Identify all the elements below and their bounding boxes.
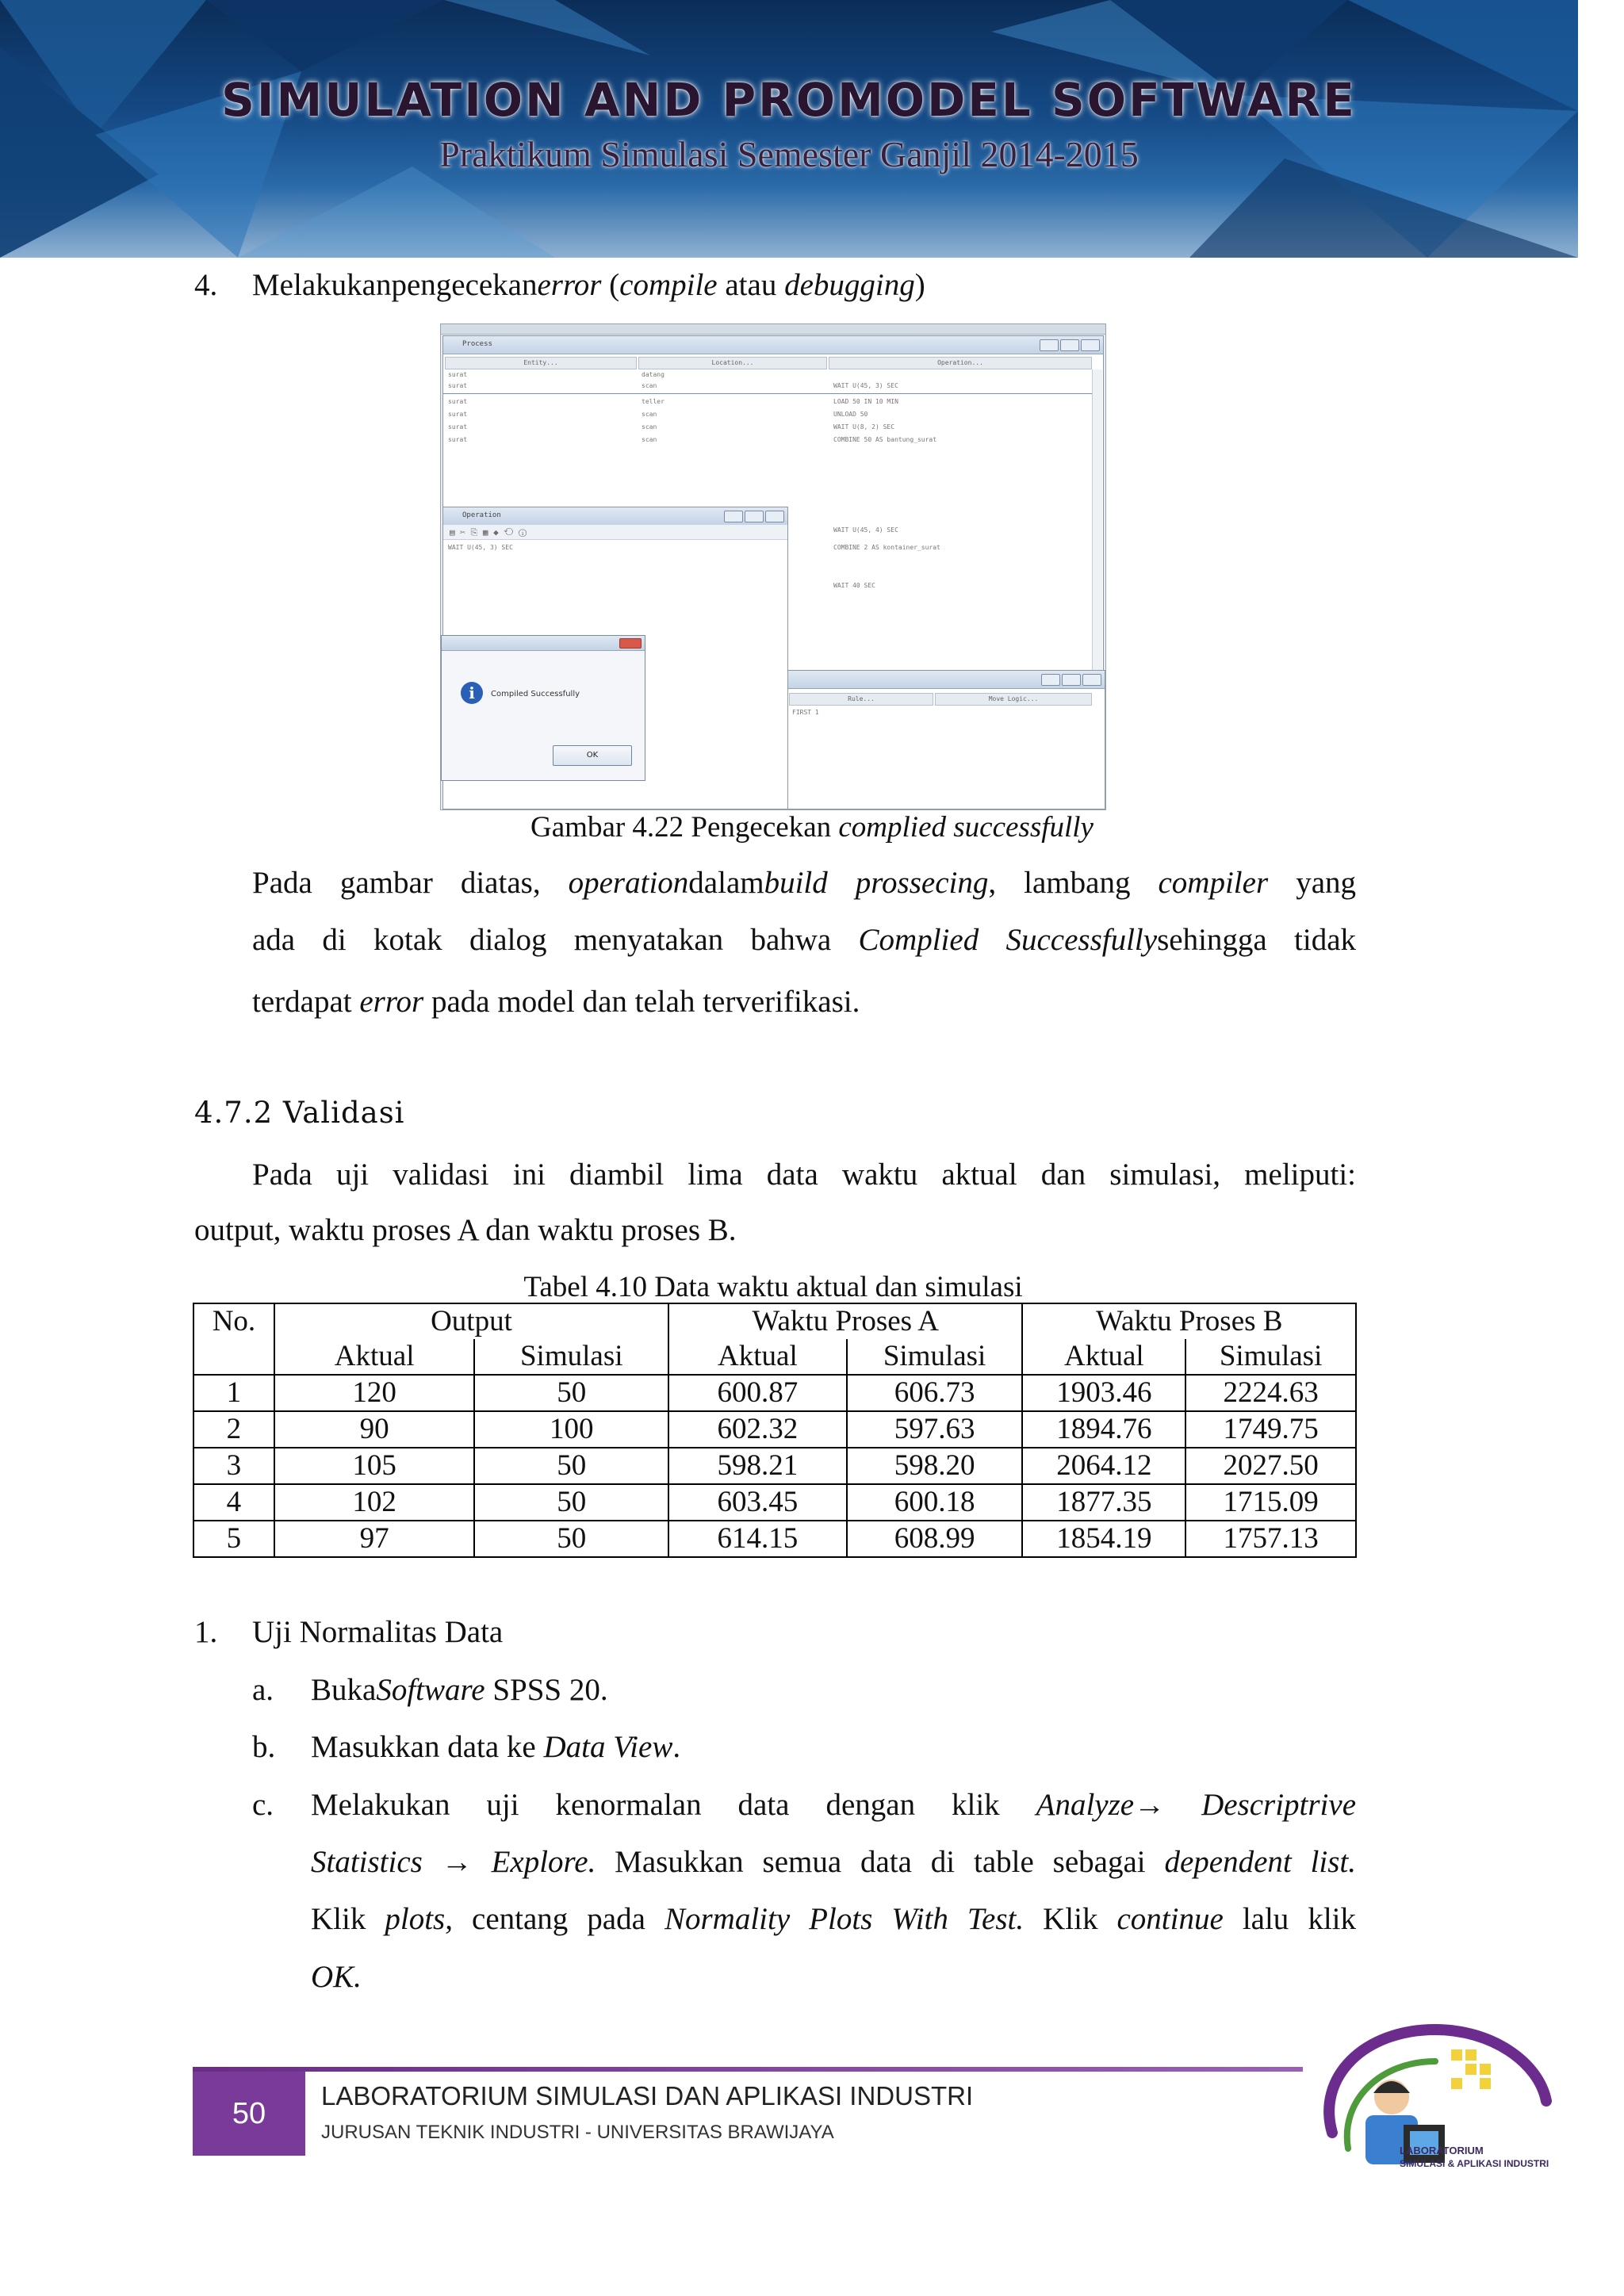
header-group: Waktu Proses A — [668, 1303, 1022, 1339]
row-location[interactable]: scan — [642, 411, 657, 418]
header-group: Waktu Proses B — [1022, 1303, 1356, 1339]
table-cell: 606.73 — [847, 1375, 1023, 1411]
table-cell: 97 — [274, 1521, 475, 1557]
row-entity[interactable]: surat — [448, 382, 468, 389]
row-location[interactable]: scan — [642, 382, 657, 389]
banner-subtitle: Praktikum Simulasi Semester Ganjil 2014-2015 — [439, 134, 1139, 174]
table-cell: 2064.12 — [1022, 1448, 1185, 1484]
operation-toolbar — [443, 525, 787, 540]
subheader: Aktual — [1022, 1339, 1185, 1375]
banner-title: SIMULATION AND PROMODEL SOFTWARE — [221, 73, 1357, 127]
table-cell: 2027.50 — [1185, 1448, 1356, 1484]
table-cell: 1877.35 — [1022, 1484, 1185, 1521]
row-operation[interactable]: LOAD 50 IN 10 MIN — [833, 398, 898, 405]
step-text: Melakukanpengecekanerror (compile atau debugging) — [252, 268, 925, 302]
list-item: Statistics → Explore. Masukkan semua data di table sebagai dependent list. — [311, 1845, 1357, 1879]
row-location[interactable]: scan — [642, 423, 657, 430]
row-operation[interactable]: UNLOAD 50 — [833, 411, 868, 418]
table-cell: 1715.09 — [1185, 1484, 1356, 1521]
close-button[interactable] — [619, 638, 642, 649]
routing-row[interactable]: FIRST 1 — [792, 709, 819, 716]
list-item: OK. — [311, 1960, 362, 1994]
row-entity[interactable]: surat — [448, 436, 468, 443]
col-move-logic[interactable]: Move Logic... — [935, 693, 1092, 706]
data-table — [193, 1303, 1357, 1558]
page-number: 50 — [193, 2072, 305, 2156]
maximize-button[interactable] — [745, 511, 764, 522]
process-rows — [443, 369, 1103, 441]
table-cell: 598.20 — [847, 1448, 1023, 1484]
list-item: BukaSoftware SPSS 20. — [311, 1673, 608, 1707]
list-item: Klik plots, centang pada Normality Plots With Test. Klik continue lalu klik — [311, 1902, 1357, 1936]
table-cell: 50 — [474, 1521, 668, 1557]
minimize-button[interactable] — [1041, 674, 1060, 686]
table-caption: Tabel 4.10 Data waktu aktual dan simulasi — [523, 1271, 1023, 1303]
maximize-button[interactable] — [1060, 339, 1079, 351]
table-cell: 597.63 — [847, 1411, 1023, 1448]
close-button[interactable] — [765, 511, 784, 522]
header-no-blank — [193, 1339, 274, 1375]
toolbar-icons[interactable]: ▤ ✂ ⎘ ▦ ◆ ⟲ ⓘ — [450, 527, 527, 538]
table-cell: 3 — [193, 1448, 274, 1484]
paragraph-line: Pada uji validasi ini diambil lima data waktu aktual dan simulasi, meliputi: — [252, 1158, 1356, 1192]
footer-department: JURUSAN TEKNIK INDUSTRI - UNIVERSITAS BRAWIJAYA — [321, 2122, 834, 2143]
table-cell: 600.18 — [847, 1484, 1023, 1521]
col-rule[interactable]: Rule... — [789, 693, 933, 706]
section-heading: 4.7.2 Validasi — [194, 1096, 405, 1130]
row-operation[interactable]: COMBINE 50 AS bantung_surat — [833, 436, 937, 443]
table-cell: 4 — [193, 1484, 274, 1521]
operation-titlebar — [443, 507, 787, 526]
paragraph-line: ada di kotak dialog menyatakan bahwa Complied Successfullysehingga tidak — [252, 923, 1356, 957]
paragraph-line: output, waktu proses A dan waktu proses B. — [194, 1213, 737, 1247]
promodel-screenshot — [440, 323, 1106, 810]
table-cell: 603.45 — [668, 1484, 847, 1521]
table-cell: 602.32 — [668, 1411, 847, 1448]
dialog-message: Compiled Successfully — [491, 690, 580, 698]
table-row — [193, 1448, 1356, 1484]
operation-line[interactable]: WAIT U(45, 4) SEC — [833, 526, 898, 534]
banner-pattern — [0, 0, 1578, 258]
subheader: Aktual — [668, 1339, 847, 1375]
row-entity[interactable]: surat — [448, 398, 468, 405]
list-item: Melakukan uji kenormalan data dengan klik Analyze→ Descriptrive — [311, 1788, 1357, 1822]
table-row — [193, 1411, 1356, 1448]
table-cell: 608.99 — [847, 1521, 1023, 1557]
minimize-button[interactable] — [1040, 339, 1059, 351]
footer-lab-name: LABORATORIUM SIMULASI DAN APLIKASI INDUSTRI — [321, 2081, 974, 2110]
table-cell: 614.15 — [668, 1521, 847, 1557]
list-label: c. — [252, 1788, 274, 1822]
list-item: Uji Normalitas Data — [252, 1615, 504, 1649]
table-cell: 1 — [193, 1375, 274, 1411]
paragraph-line: terdapat error pada model dan telah terverifikasi. — [252, 985, 860, 1019]
header-group: Output — [274, 1303, 668, 1339]
table-cell: 1894.76 — [1022, 1411, 1185, 1448]
table-row — [193, 1521, 1356, 1557]
header-no: No. — [193, 1303, 274, 1339]
row-operation[interactable]: WAIT U(45, 3) SEC — [833, 382, 898, 389]
maximize-button[interactable] — [1062, 674, 1081, 686]
dialog-titlebar — [442, 636, 645, 651]
table-cell: 50 — [474, 1448, 668, 1484]
close-button[interactable] — [1082, 674, 1101, 686]
col-operation[interactable]: Operation... — [829, 357, 1092, 369]
row-entity[interactable]: surat — [448, 411, 468, 418]
compile-dialog — [441, 635, 645, 781]
table-cell: 1903.46 — [1022, 1375, 1185, 1411]
paragraph-line: Pada gambar diatas, operationdalambuild prossecing, lambang compiler yang — [252, 866, 1356, 900]
table-cell: 2 — [193, 1411, 274, 1448]
table-cell: 100 — [474, 1411, 668, 1448]
toolbar — [441, 324, 1105, 335]
operation-window-title: Operation — [462, 511, 501, 519]
operation-line[interactable]: WAIT 40 SEC — [833, 582, 875, 589]
figure-caption: Gambar 4.22 Pengecekan complied successfully — [530, 811, 1094, 844]
close-button[interactable] — [1081, 339, 1100, 351]
table-cell: 1757.13 — [1185, 1521, 1356, 1557]
ok-button[interactable]: OK — [553, 745, 632, 766]
step-number: 4. — [194, 268, 218, 302]
list-label: b. — [252, 1730, 276, 1764]
table-cell: 120 — [274, 1375, 475, 1411]
logo-text-2: SIMULASI & APLIKASI INDUSTRI — [1400, 2158, 1549, 2169]
process-titlebar: Process — [443, 336, 1103, 354]
list-number: 1. — [194, 1615, 218, 1649]
lab-logo — [1300, 2014, 1562, 2196]
table-cell: 598.21 — [668, 1448, 847, 1484]
table-cell: 105 — [274, 1448, 475, 1484]
col-location[interactable]: Location... — [638, 357, 827, 369]
subheader: Simulasi — [847, 1339, 1023, 1375]
table-row — [193, 1484, 1356, 1521]
routing-titlebar — [787, 671, 1105, 689]
row-location[interactable]: datang — [642, 371, 665, 378]
minimize-button[interactable] — [724, 511, 743, 522]
col-entity[interactable]: Entity... — [445, 357, 637, 369]
table-cell: 1854.19 — [1022, 1521, 1185, 1557]
row-operation[interactable]: WAIT U(8, 2) SEC — [833, 423, 895, 430]
table-cell: 600.87 — [668, 1375, 847, 1411]
row-location[interactable]: scan — [642, 436, 657, 443]
table-subheader-row — [193, 1339, 1356, 1375]
table-cell: 90 — [274, 1411, 475, 1448]
logo-text-1: LABORATORIUM — [1400, 2145, 1484, 2156]
scrollbar[interactable] — [1092, 369, 1102, 680]
table-cell: 1749.75 — [1185, 1411, 1356, 1448]
list-item: Masukkan data ke Data View. — [311, 1730, 681, 1764]
subheader: Simulasi — [474, 1339, 668, 1375]
subheader: Aktual — [274, 1339, 475, 1375]
row-location[interactable]: teller — [642, 398, 665, 405]
operation-line[interactable]: COMBINE 2 AS kontainer_surat — [833, 544, 940, 551]
list-label: a. — [252, 1673, 274, 1707]
table-cell: 50 — [474, 1484, 668, 1521]
info-icon: i — [461, 682, 483, 704]
operation-text[interactable]: WAIT U(45, 3) SEC — [448, 544, 513, 551]
table-cell: 50 — [474, 1375, 668, 1411]
table-cell: 102 — [274, 1484, 475, 1521]
row-entity[interactable]: surat — [448, 371, 468, 378]
footer-divider — [193, 2067, 1303, 2072]
subheader: Simulasi — [1185, 1339, 1356, 1375]
header-banner — [0, 0, 1578, 258]
table-cell: 2224.63 — [1185, 1375, 1356, 1411]
row-entity[interactable]: surat — [448, 423, 468, 430]
table-header-row — [193, 1303, 1356, 1339]
routing-window — [787, 670, 1105, 809]
table-cell: 5 — [193, 1521, 274, 1557]
table-row — [193, 1375, 1356, 1411]
